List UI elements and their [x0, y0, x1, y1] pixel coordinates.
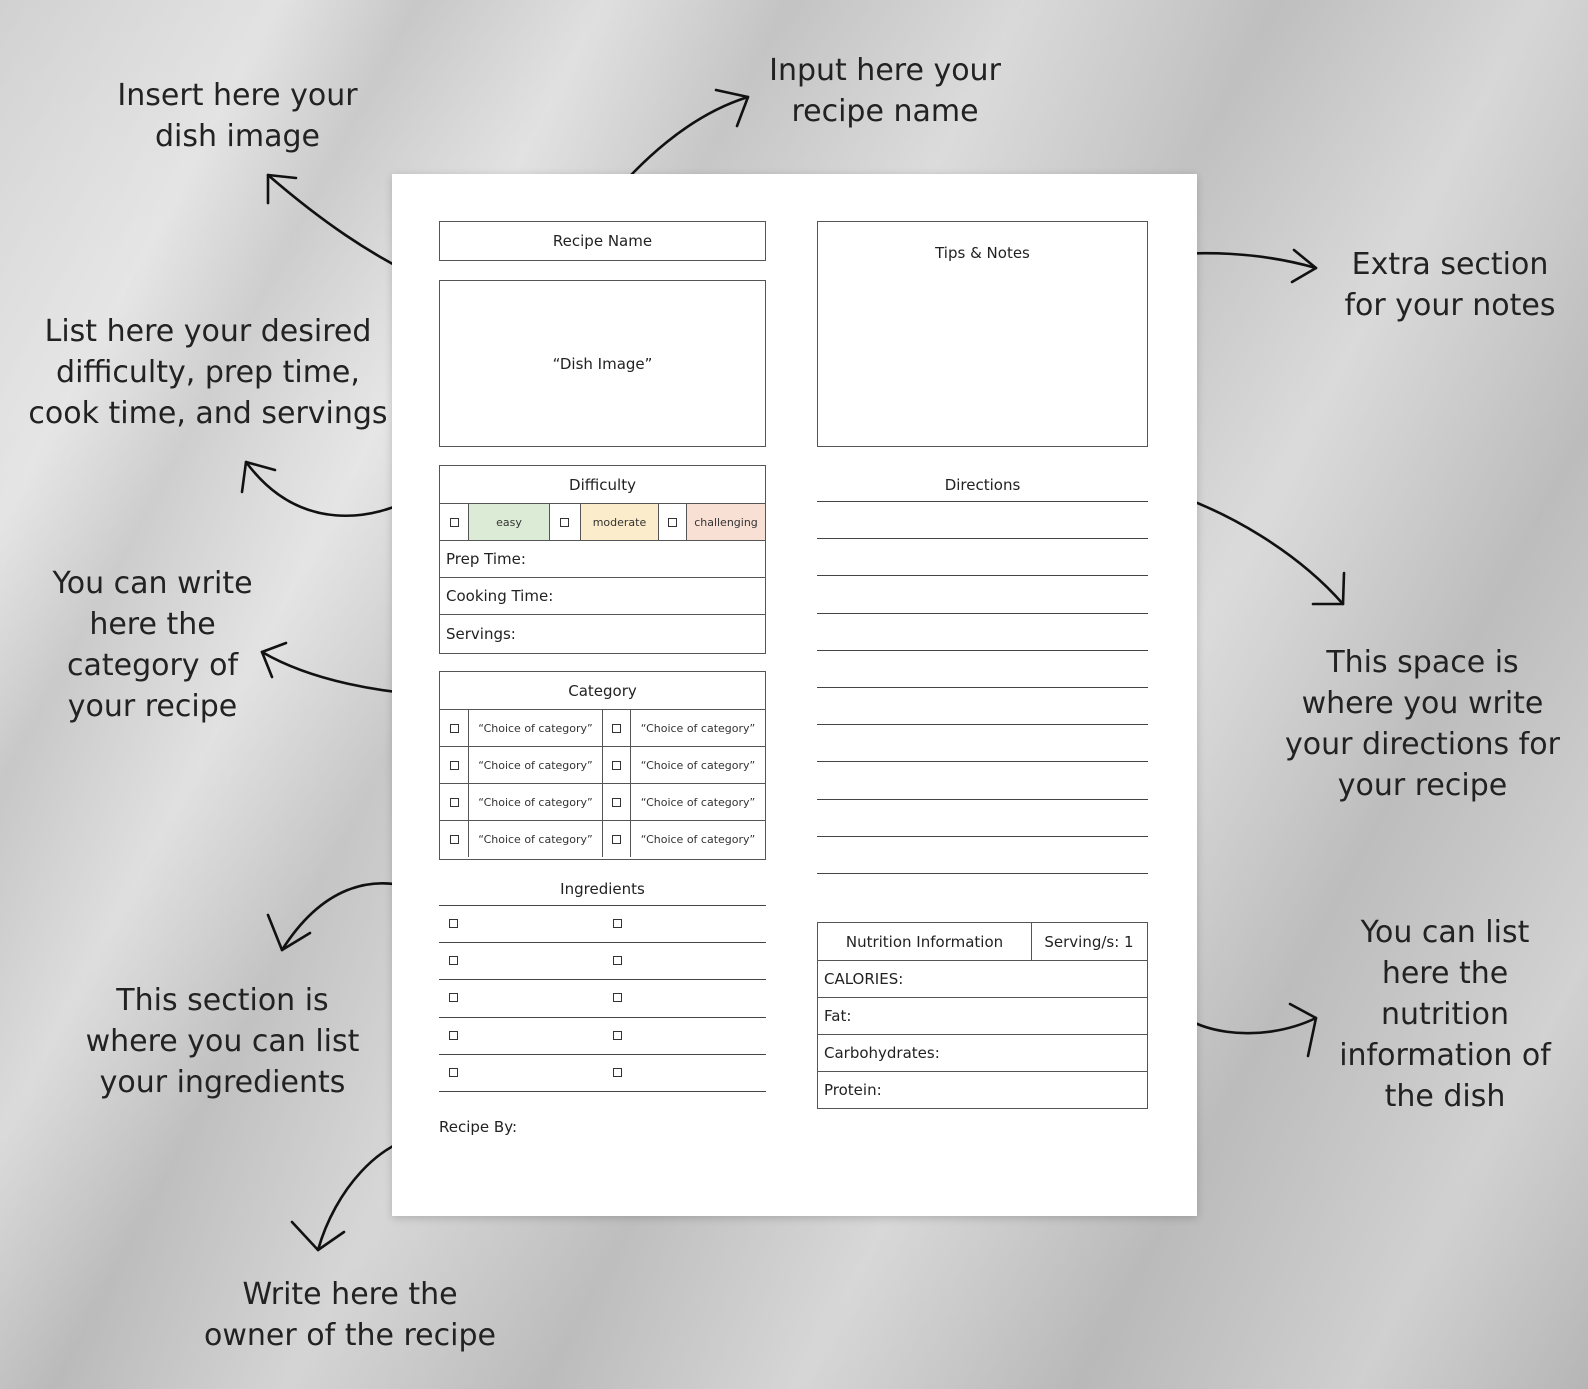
difficulty-challenging: challenging — [687, 504, 765, 540]
ingredient-checkbox[interactable] — [449, 1068, 458, 1077]
checkbox-icon[interactable] — [450, 835, 459, 844]
nutrition-fat-field[interactable]: Fat: — [818, 997, 1147, 1034]
annotation-category: You can write here the category of your recipe — [52, 566, 253, 724]
direction-line[interactable] — [817, 538, 1148, 539]
annotation-recipe-name: Input here your recipe name — [769, 53, 1001, 129]
ingredient-checkbox[interactable] — [613, 919, 622, 928]
ingredient-checkbox[interactable] — [449, 1031, 458, 1040]
checkbox-icon[interactable] — [612, 724, 621, 733]
annotation-nutrition: You can list here the nutrition information of the dish — [1339, 915, 1551, 1114]
difficulty-moderate: moderate — [581, 504, 658, 540]
checkbox-icon[interactable] — [450, 798, 459, 807]
difficulty-easy-checkbox-cell[interactable] — [440, 504, 468, 540]
direction-line[interactable] — [817, 613, 1148, 614]
directions-title: Directions — [944, 476, 1021, 494]
difficulty-title: Difficulty — [569, 475, 636, 494]
annotation-ingredients: This section is where you can list your ingredients — [85, 983, 360, 1100]
category-choice[interactable]: “Choice of category” — [640, 758, 756, 772]
checkbox-icon[interactable] — [612, 798, 621, 807]
direction-line[interactable] — [817, 724, 1148, 725]
category-checkbox-cell[interactable] — [440, 710, 468, 746]
direction-line[interactable] — [817, 836, 1148, 837]
ingredient-line — [439, 942, 766, 943]
category-choice[interactable]: “Choice of category” — [478, 721, 593, 735]
nutrition-title: Nutrition Information — [845, 932, 1004, 951]
category-checkbox-cell[interactable] — [602, 821, 630, 857]
annotation-dish-image: Insert here your dish image — [117, 78, 358, 154]
direction-line[interactable] — [817, 575, 1148, 576]
checkbox-icon[interactable] — [450, 518, 459, 527]
tips-notes-title: Tips & Notes — [935, 244, 1030, 262]
ingredient-line — [439, 979, 766, 980]
ingredients-title: Ingredients — [560, 880, 645, 898]
ingredient-checkbox[interactable] — [613, 993, 622, 1002]
checkbox-icon[interactable] — [560, 518, 569, 527]
category-row — [440, 783, 765, 820]
category-choice[interactable]: “Choice of category” — [478, 832, 593, 846]
category-choice[interactable]: “Choice of category” — [478, 758, 593, 772]
ingredient-line — [439, 1017, 766, 1018]
nutrition-calories-field[interactable]: CALORIES: — [818, 960, 1147, 997]
category-choice[interactable]: “Choice of category” — [478, 795, 593, 809]
annotation-directions: This space is where you write your directions for your recipe — [1285, 645, 1560, 803]
category-checkbox-cell[interactable] — [440, 821, 468, 857]
annotation-notes: Extra section for your notes — [1344, 247, 1556, 323]
category-row — [440, 746, 765, 783]
direction-line[interactable] — [817, 761, 1148, 762]
category-row — [440, 820, 765, 857]
category-block — [439, 671, 766, 860]
category-row — [440, 709, 765, 746]
ingredient-checkbox[interactable] — [613, 1031, 622, 1040]
ingredient-line — [439, 1054, 766, 1055]
category-checkbox-cell[interactable] — [602, 747, 630, 783]
category-choice[interactable]: “Choice of category” — [640, 721, 756, 735]
annotation-owner: Write here the owner of the recipe — [204, 1277, 496, 1353]
ingredient-checkbox[interactable] — [613, 956, 622, 965]
prep-time-field[interactable]: Prep Time: — [440, 540, 765, 577]
ingredient-line — [439, 1091, 766, 1092]
ingredient-checkbox[interactable] — [613, 1068, 622, 1077]
checkbox-icon[interactable] — [612, 761, 621, 770]
cooking-time-field[interactable]: Cooking Time: — [440, 577, 765, 614]
checkbox-icon[interactable] — [450, 724, 459, 733]
nutrition-block — [817, 922, 1148, 1109]
ingredient-checkbox[interactable] — [449, 993, 458, 1002]
nutrition-serving[interactable]: Serving/s: 1 — [1044, 932, 1134, 951]
ingredient-checkbox[interactable] — [449, 956, 458, 965]
category-checkbox-cell[interactable] — [440, 747, 468, 783]
direction-line[interactable] — [817, 501, 1148, 502]
difficulty-block — [439, 465, 766, 654]
category-choice[interactable]: “Choice of category” — [640, 832, 756, 846]
category-checkbox-cell[interactable] — [602, 710, 630, 746]
checkbox-icon[interactable] — [612, 835, 621, 844]
ingredient-checkbox[interactable] — [449, 919, 458, 928]
nutrition-protein-field[interactable]: Protein: — [818, 1071, 1147, 1107]
checkbox-icon[interactable] — [450, 761, 459, 770]
nutrition-carbohydrates-field[interactable]: Carbohydrates: — [818, 1034, 1147, 1071]
dish-image-placeholder[interactable]: “Dish Image” — [439, 280, 766, 447]
tips-notes-box[interactable] — [817, 221, 1148, 447]
servings-field[interactable]: Servings: — [440, 614, 765, 652]
direction-line[interactable] — [817, 650, 1148, 651]
ingredient-line — [439, 905, 766, 906]
direction-line[interactable] — [817, 799, 1148, 800]
category-checkbox-cell[interactable] — [440, 784, 468, 820]
checkbox-icon[interactable] — [668, 518, 677, 527]
annotation-difficulty: List here your desired difficulty, prep time, cook time, and servings — [28, 314, 388, 431]
difficulty-options-row — [440, 503, 765, 540]
category-title: Category — [568, 681, 637, 700]
category-choice[interactable]: “Choice of category” — [640, 795, 756, 809]
recipe-card-page — [392, 174, 1197, 1216]
recipe-name-field[interactable]: Recipe Name — [439, 221, 766, 261]
category-checkbox-cell[interactable] — [602, 784, 630, 820]
difficulty-easy: easy — [469, 504, 549, 540]
recipe-by-field[interactable]: Recipe By: — [439, 1118, 518, 1136]
difficulty-challenging-checkbox-cell[interactable] — [658, 504, 686, 540]
difficulty-moderate-checkbox-cell[interactable] — [549, 504, 580, 540]
nutrition-header — [818, 923, 1147, 960]
direction-line[interactable] — [817, 687, 1148, 688]
direction-line[interactable] — [817, 873, 1148, 874]
